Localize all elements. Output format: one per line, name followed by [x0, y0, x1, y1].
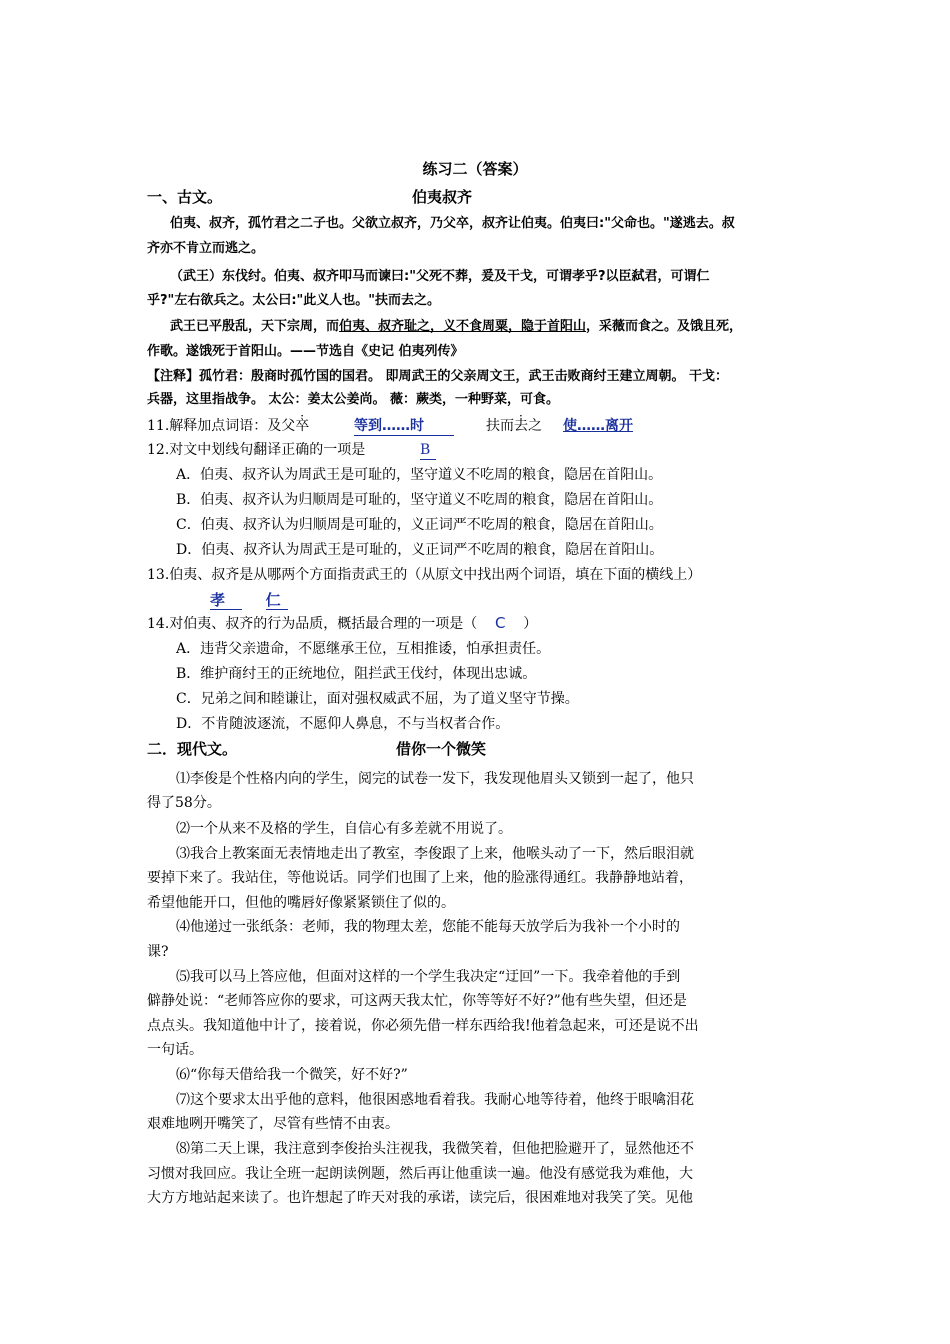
q14-stem-pre: 14.对伯夷、叔齐的行为品质，概括最合理的一项是（	[147, 616, 478, 632]
text-line: 僻静处说：“老师答应你的要求，可这两天我太忙，你等等好不好?”他有些失望，但还是	[147, 993, 687, 1009]
q12-answer-blank	[420, 441, 436, 460]
q11-suffix: 之	[528, 418, 542, 434]
text-line: 大方方地站起来读了。也许想起了昨天对我的承诺，读完后，很困难地对我笑了笑。见他	[147, 1190, 693, 1206]
q14-stem-post: ）	[523, 616, 538, 632]
q12-option-c: C．伯夷、叔齐认为归顺周是可耻的，义正词严不吃周的粮食，隐居在首阳山。	[176, 517, 663, 533]
section1-subtitle: 伯夷叔齐	[412, 188, 473, 206]
text-line: 课?	[147, 944, 169, 960]
note-line2: 兵器，这里指战争。 太公：姜太公姜尚。 薇：蕨类，一种野菜，可食。	[147, 392, 560, 407]
q12-stem: 12.对文中划线句翻译正确的一项是	[147, 442, 366, 458]
question-11	[147, 417, 309, 435]
text-line: ⑺这个要求太出乎他的意料，他很困惑地看着我。我耐心地等待着，他终于眼噙泪花	[176, 1092, 694, 1108]
q11-answer2-blank	[563, 417, 633, 435]
q14-answer: C	[495, 614, 506, 632]
q11-dotted-char2: 去	[514, 418, 528, 434]
classical-para2-line2: 乎?"左右欲兵之。太公曰:"此义人也。"扶而去之。	[147, 293, 441, 308]
q13-answer2: 仁	[265, 591, 281, 609]
underlined-sentence: 伯夷、叔齐耻之，义不食周粟，隐于首阳山	[339, 319, 587, 334]
text-line: ⑷他递过一张纸条：老师，我的物理太差，您能不能每天放学后为我补一个小时的	[176, 919, 680, 935]
text-line: ⑵一个从来不及格的学生，自信心有多差就不用说了。	[176, 821, 512, 837]
text-line: 一句话。	[147, 1042, 203, 1058]
q14-option-b: B．维护商纣王的正统地位，阻拦武王伐纣，体现出忠诚。	[176, 666, 537, 682]
question-14	[147, 614, 537, 633]
classical-para3-line1	[170, 318, 742, 336]
text-line: ⑴李俊是个性格内向的学生，阅完的试卷一发下，我发现他眉头又锁到一起了，他只	[176, 771, 694, 787]
classical-para3-b: ，采薇而食之。及饿且死，	[586, 319, 743, 334]
note-line1: 【注释】孤竹君：殷商时孤竹国的国君。 即周武王的父亲周文王，武王击败商纣王建立周朝。 干戈：	[147, 369, 729, 384]
classical-para3-a: 武王已平殷乱，天下宗周，而	[170, 319, 340, 334]
text-line: 艰难地咧开嘴笑了，尽管有些情不由衷。	[147, 1116, 399, 1132]
q12-option-b: B．伯夷、叔齐认为归顺周是可耻的，坚守道义不吃周的粮食，隐居在首阳山。	[176, 492, 663, 508]
text-line: 点点头。我知道他中计了，接着说，你必须先借一样东西给我!他着急起来，可还是说不出	[147, 1018, 699, 1034]
text-line: 得了58分。	[147, 795, 221, 811]
q14-option-c: C．兄弟之间和睦谦让，面对强权威武不屈，为了道义坚守节操。	[176, 691, 579, 707]
text-line: 要掉下来了。我站住，等他说话。同学们也围了上来，他的脸涨得通红。我静静地站着，	[147, 870, 693, 886]
section1-heading: 一、古文。	[147, 188, 223, 206]
classical-para1-line2: 齐亦不肯立而逃之。	[147, 241, 265, 256]
section2-heading: 二．现代文。	[147, 740, 238, 758]
text-line: ⑶我合上教案面无表情地走出了教室，李俊跟了上来，他喉头动了一下，然后眼泪就	[176, 846, 694, 862]
classical-para1-line1: 伯夷、叔齐，孤竹君之二子也。父欲立叔齐，乃父卒，叔齐让伯夷。伯夷曰:"父命也。"遂逃去。叔	[170, 216, 735, 231]
q11-answer2: 使……离开	[563, 418, 633, 434]
q11-second-part	[486, 417, 542, 435]
classical-para3-line2: 作歌。遂饿死于首阳山。——节选自《史记 伯夷列传》	[147, 344, 464, 359]
text-line: 希望他能开口，但他的嘴唇好像紧紧锁住了似的。	[147, 895, 455, 911]
q13-answer1: 孝	[210, 591, 226, 609]
q14-option-d: D．不肯随波逐流，不愿仰人鼻息，不与当权者合作。	[176, 716, 510, 732]
text-line: ⑸我可以马上答应他，但面对这样的一个学生我决定“迂回”一下。我牵着他的手到	[176, 969, 681, 985]
q12-answer: B	[420, 441, 436, 460]
question-12	[147, 441, 365, 459]
text-line: ⑹“你每天借给我一个微笑，好不好?”	[176, 1067, 408, 1083]
question-13: 13.伯夷、叔齐是从哪两个方面指责武王的（从原文中找出两个词语，填在下面的横线上）	[147, 567, 702, 583]
page-title: 练习二（答案）	[422, 160, 528, 178]
q11-answer1: 等到……时	[354, 418, 424, 434]
q12-option-a: A．伯夷、叔齐认为周武王是可耻的，坚守道义不吃周的粮食，隐居在首阳山。	[176, 467, 663, 483]
text-line: 习惯对我回应。我让全班一起朗读例题，然后再让他重读一遍。他没有感觉我为难他，大	[147, 1166, 693, 1182]
q11-prefix: 11.解释加点词语：及父	[147, 418, 296, 434]
q11-mid: 扶而	[486, 418, 514, 434]
q13-answers	[210, 591, 288, 610]
section2-subtitle: 借你一个微笑	[396, 740, 487, 758]
q11-dotted-char1: 卒	[295, 418, 310, 434]
text-line: ⑻第二天上课，我注意到李俊抬头注视我，我微笑着，但他把脸避开了，显然他还不	[176, 1141, 694, 1157]
q12-option-d: D．伯夷、叔齐认为周武王是可耻的，义正词严不吃周的粮食，隐居在首阳山。	[176, 542, 664, 558]
classical-para2-line1: （武王）东伐纣。伯夷、叔齐叩马而谏曰:"父死不葬，爰及干戈，可谓孝乎?以臣弑君，可谓仁	[170, 269, 710, 284]
q11-answer1-blank	[354, 417, 454, 436]
q14-option-a: A．违背父亲遗命，不愿继承王位，互相推诿，怕承担责任。	[176, 641, 551, 657]
